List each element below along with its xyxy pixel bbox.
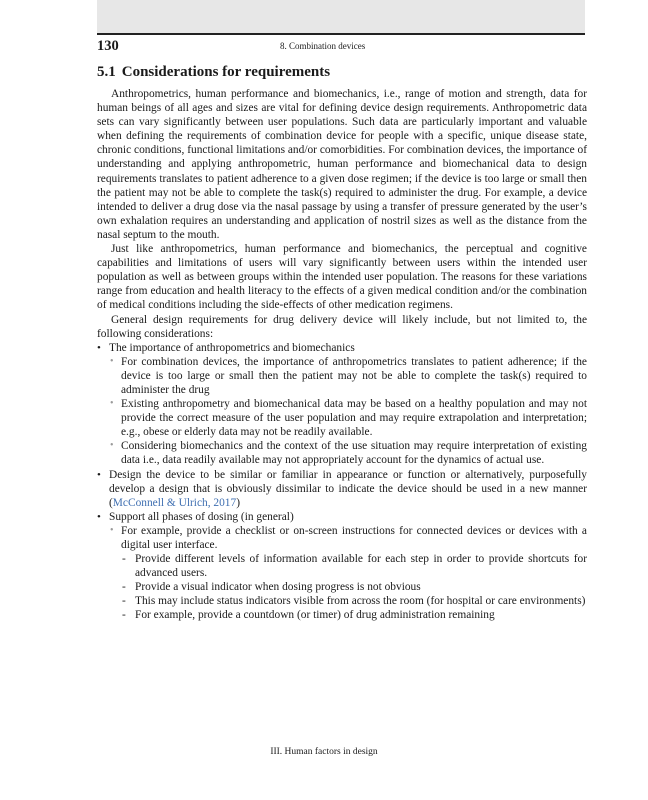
paragraph: Just like anthropometrics, human performance and biomechanics, the perceptual and cognitive capabilities and limitations of users will vary significantly between users within the intended user population as well as between groups within the intended user population. The reasons for these variations range from education and health literacy to the effects of a given medical condition and/or the combination of medical conditions including the side-effects of other medication regimens. — [97, 243, 587, 312]
section-number: 5.1 — [97, 64, 116, 80]
list-item-text-end: ) — [236, 496, 240, 509]
page-number: 130 — [97, 38, 119, 54]
section-title: Considerations for requirements — [121, 64, 331, 80]
dash-item: - This may include status indicators visible from across the room (for hospital or care environments) — [121, 594, 587, 608]
considerations-list — [97, 341, 587, 623]
section-heading — [97, 64, 330, 81]
list-item — [97, 510, 587, 623]
sub-list-item — [109, 524, 587, 623]
sub-list — [109, 524, 587, 623]
dash-item: - For example, provide a countdown (or timer) of drug administration remaining — [121, 608, 587, 622]
list-item-text: The importance of anthropometrics and biomechanics — [109, 341, 355, 354]
dash-item: - Provide different levels of information available for each step in order to provide shortcuts for advanced users. — [121, 552, 587, 580]
list-item-text: Design the device to be similar or familiar in appearance or function or alternatively, purposefully develop a design that is obviously dissimilar to indicate the device should be used in a new manner ( — [109, 468, 587, 509]
page-footer: III. Human factors in design — [270, 747, 378, 757]
citation-link[interactable]: McConnell & Ulrich, 2017 — [112, 496, 237, 509]
list-item-text: Support all phases of dosing (in general) — [109, 510, 294, 523]
sub-list-item-text: For example, provide a checklist or on-screen instructions for connected devices or devices with a digital user interface. — [121, 524, 587, 551]
dash-list — [121, 552, 587, 622]
dash-item: - Provide a visual indicator when dosing progress is not obvious — [121, 580, 587, 594]
sub-list-item: • Considering biomechanics and the context of the use situation may require interpretation of existing data i.e., data readily available may not appropriately account for the dynamics of actual use. — [109, 439, 587, 467]
sub-list-item: • Existing anthropometry and biomechanical data may be based on a healthy population and may not provide the correct measure of the user population and may require extrapolation and interpretation; e.g., obese or elderly data may not be readily available. — [109, 397, 587, 439]
sub-list-item: • For combination devices, the importance of anthropometrics translates to patient adherence; if the device is too large or small then the patient may not be able to complete the task(s) required to administer the drug — [109, 355, 587, 397]
running-head: 8. Combination devices — [280, 41, 366, 51]
body-text — [97, 87, 587, 623]
list-item — [97, 341, 587, 468]
header-rule — [97, 33, 585, 35]
sub-list — [109, 355, 587, 468]
paragraph: General design requirements for drug delivery device will likely include, but not limited to, the following considerations: — [97, 313, 587, 340]
paragraph: Anthropometrics, human performance and biomechanics, i.e., range of motion and strength, data for human beings of all ages and sizes are vital for defining device design requirements. Anthropometric data sets can vary significantly between user populations. Such data are particularly important and valuable when defining the requirements of combination device for people with a specific, unique disease state, chronic conditions, functional limitations and/or comorbidities. For combination devices, the importance of understanding and applying anthropometric, human performance and biomechanical data to design requirements translates to patient adherence to a given dose regimen; if the device is too large or small then the patient may not be able to complete the task(s) required to administer the drug. For example, a device intended to deliver a drug dose via the nasal passage by using a transfer of pressure generated by the user’s own exhalation requires an understanding and application of nostril sizes as well as the distance from the nasal septum to the mouth. — [97, 88, 587, 241]
header-band — [97, 0, 585, 33]
list-item — [97, 468, 587, 510]
